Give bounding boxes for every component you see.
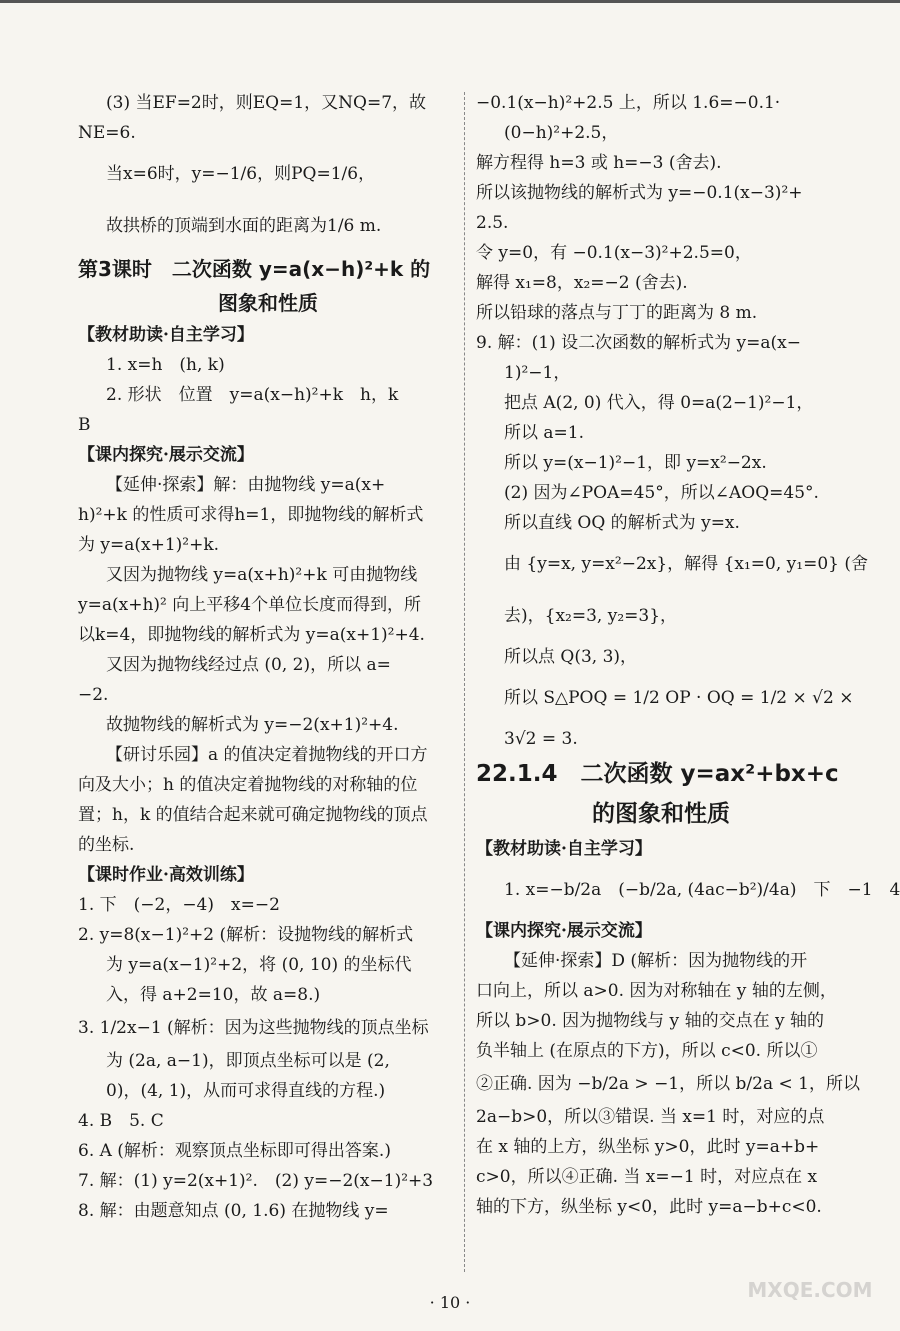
page-number: · 10 · bbox=[429, 1293, 471, 1312]
right-column bbox=[476, 88, 900, 1222]
text-line: −0.1(x−h)²+2.5 上，所以 1.6=−0.1· bbox=[476, 93, 781, 113]
text-line: h)²+k 的性质可求得h=1，即抛物线的解析式 bbox=[78, 505, 424, 525]
text-line: 所以 S△POQ = 1/2 OP · OQ = 1/2 × √2 × bbox=[504, 688, 854, 708]
text-line: 为 (2a, a−1)，即顶点坐标可以是 (2, bbox=[106, 1051, 390, 1071]
left-column bbox=[78, 88, 458, 1226]
lesson-title: 的图象和性质 bbox=[592, 801, 730, 827]
text-line: 2.5. bbox=[476, 213, 509, 233]
text-line: 9. 解：(1) 设二次函数的解析式为 y=a(x− bbox=[476, 333, 801, 353]
text-line: 【延伸·探索】D (解析：因为抛物线的开 bbox=[504, 951, 808, 971]
text-line: 1. x=−b/2a (−b/2a, (4ac−b²)/4a) 下 −1 4 bbox=[504, 880, 900, 900]
text-line: 解得 x₁=8，x₂=−2 (舍去). bbox=[476, 273, 688, 293]
text-line: 4. B 5. C bbox=[78, 1111, 164, 1131]
text-line: 所以 a=1. bbox=[504, 423, 585, 443]
lesson-title: 22.1.4 二次函数 y=ax²+bx+c bbox=[476, 761, 839, 787]
text-line: 解方程得 h=3 或 h=−3 (舍去). bbox=[476, 153, 722, 173]
text-line: 置；h，k 的值结合起来就可确定抛物线的顶点 bbox=[78, 805, 428, 825]
section-heading: 【课内探究·展示交流】 bbox=[476, 921, 652, 941]
text-line: 轴的下方，纵坐标 y<0，此时 y=a−b+c<0. bbox=[476, 1197, 822, 1217]
text-line: 由 {y=x, y=x²−2x}，解得 {x₁=0, y₁=0} (舍 bbox=[504, 554, 868, 574]
text-line: (3) 当EF=2时，则EQ=1，又NQ=7，故 bbox=[106, 93, 427, 113]
text-line: ②正确. 因为 −b/2a > −1，所以 b/2a < 1，所以 bbox=[476, 1074, 860, 1094]
watermark-logo: MXQE.COM bbox=[747, 1278, 873, 1302]
text-line: 【延伸·探索】解：由抛物线 y=a(x+ bbox=[106, 475, 386, 495]
text-line: 1. 下 (−2，−4) x=−2 bbox=[78, 895, 280, 915]
text-line: 8. 解：由题意知点 (0, 1.6) 在抛物线 y= bbox=[78, 1201, 389, 1221]
text-line: 6. A (解析：观察顶点坐标即可得出答案.) bbox=[78, 1141, 391, 1161]
section-heading: 【教材助读·自主学习】 bbox=[476, 839, 652, 859]
top-rule bbox=[0, 0, 900, 3]
text-line: 入，得 a+2=10，故 a=8.) bbox=[106, 985, 321, 1005]
text-line: 为 y=a(x+1)²+k. bbox=[78, 535, 220, 555]
text-line: 2. 形状 位置 y=a(x−h)²+k h，k bbox=[106, 385, 399, 405]
text-line: 向及大小；h 的值决定着抛物线的对称轴的位 bbox=[78, 775, 418, 795]
lesson-title: 图象和性质 bbox=[218, 291, 318, 315]
text-line: 以k=4，即抛物线的解析式为 y=a(x+1)²+4. bbox=[78, 625, 425, 645]
text-line: −2. bbox=[78, 685, 109, 705]
text-line: 把点 A(2, 0) 代入，得 0=a(2−1)²−1， bbox=[504, 393, 814, 413]
text-line: 3. 1/2x−1 (解析：因为这些抛物线的顶点坐标 bbox=[78, 1018, 429, 1038]
text-line: 所以该抛物线的解析式为 y=−0.1(x−3)²+ bbox=[476, 183, 803, 203]
text-line: (2) 因为∠POA=45°，所以∠AOQ=45°. bbox=[504, 483, 819, 503]
text-line: 去)，{x₂=3, y₂=3}， bbox=[504, 606, 678, 626]
text-line: 2a−b>0，所以③错误. 当 x=1 时，对应的点 bbox=[476, 1107, 825, 1127]
text-line: 1. x=h (h, k) bbox=[106, 355, 225, 375]
text-line: 所以 y=(x−1)²−1，即 y=x²−2x. bbox=[504, 453, 767, 473]
text-line: 0)，(4, 1)，从而可求得直线的方程.) bbox=[106, 1081, 386, 1101]
text-line: 所以 b>0. 因为抛物线与 y 轴的交点在 y 轴的 bbox=[476, 1011, 824, 1031]
section-heading: 【课内探究·展示交流】 bbox=[78, 445, 254, 465]
text-line: 在 x 轴的上方，纵坐标 y>0，此时 y=a+b+ bbox=[476, 1137, 820, 1157]
text-line: 故抛物线的解析式为 y=−2(x+1)²+4. bbox=[106, 715, 399, 735]
text-line: y=a(x+h)² 向上平移4个单位长度而得到，所 bbox=[78, 595, 422, 615]
text-line: 口向上，所以 a>0. 因为对称轴在 y 轴的左侧， bbox=[476, 981, 837, 1001]
text-line: (0−h)²+2.5， bbox=[504, 123, 619, 143]
text-line: B bbox=[78, 415, 91, 435]
text-line: 所以点 Q(3, 3)， bbox=[504, 647, 638, 667]
lesson-title: 第3课时 二次函数 y=a(x−h)²+k 的 bbox=[78, 257, 431, 281]
section-heading: 【课时作业·高效训练】 bbox=[78, 865, 254, 885]
text-line: 为 y=a(x−1)²+2，将 (0, 10) 的坐标代 bbox=[106, 955, 412, 975]
text-line: 令 y=0，有 −0.1(x−3)²+2.5=0， bbox=[476, 243, 752, 263]
text-line: 又因为抛物线经过点 (0, 2)，所以 a= bbox=[106, 655, 391, 675]
text-line: 7. 解：(1) y=2(x+1)². (2) y=−2(x−1)²+3 bbox=[78, 1171, 434, 1191]
section-heading: 【教材助读·自主学习】 bbox=[78, 325, 254, 345]
text-line: 1)²−1， bbox=[504, 363, 571, 383]
text-line: 【研讨乐园】a 的值决定着抛物线的开口方 bbox=[106, 745, 428, 765]
text-line: NE=6. bbox=[78, 123, 136, 143]
column-divider bbox=[464, 92, 465, 1272]
text-line: 的坐标. bbox=[78, 835, 135, 855]
text-line: 故拱桥的顶端到水面的距离为1/6 m. bbox=[106, 216, 382, 236]
text-line: 3√2 = 3. bbox=[504, 729, 578, 749]
text-line: 当x=6时，y=−1/6，则PQ=1/6， bbox=[106, 164, 376, 184]
text-line: 又因为抛物线 y=a(x+h)²+k 可由抛物线 bbox=[106, 565, 418, 585]
text-line: 所以铅球的落点与丁丁的距离为 8 m. bbox=[476, 303, 758, 323]
text-line: 负半轴上 (在原点的下方)，所以 c<0. 所以① bbox=[476, 1041, 818, 1061]
text-line: 2. y=8(x−1)²+2 (解析：设抛物线的解析式 bbox=[78, 925, 414, 945]
text-line: 所以直线 OQ 的解析式为 y=x. bbox=[504, 513, 740, 533]
text-line: c>0，所以④正确. 当 x=−1 时，对应点在 x bbox=[476, 1167, 818, 1187]
